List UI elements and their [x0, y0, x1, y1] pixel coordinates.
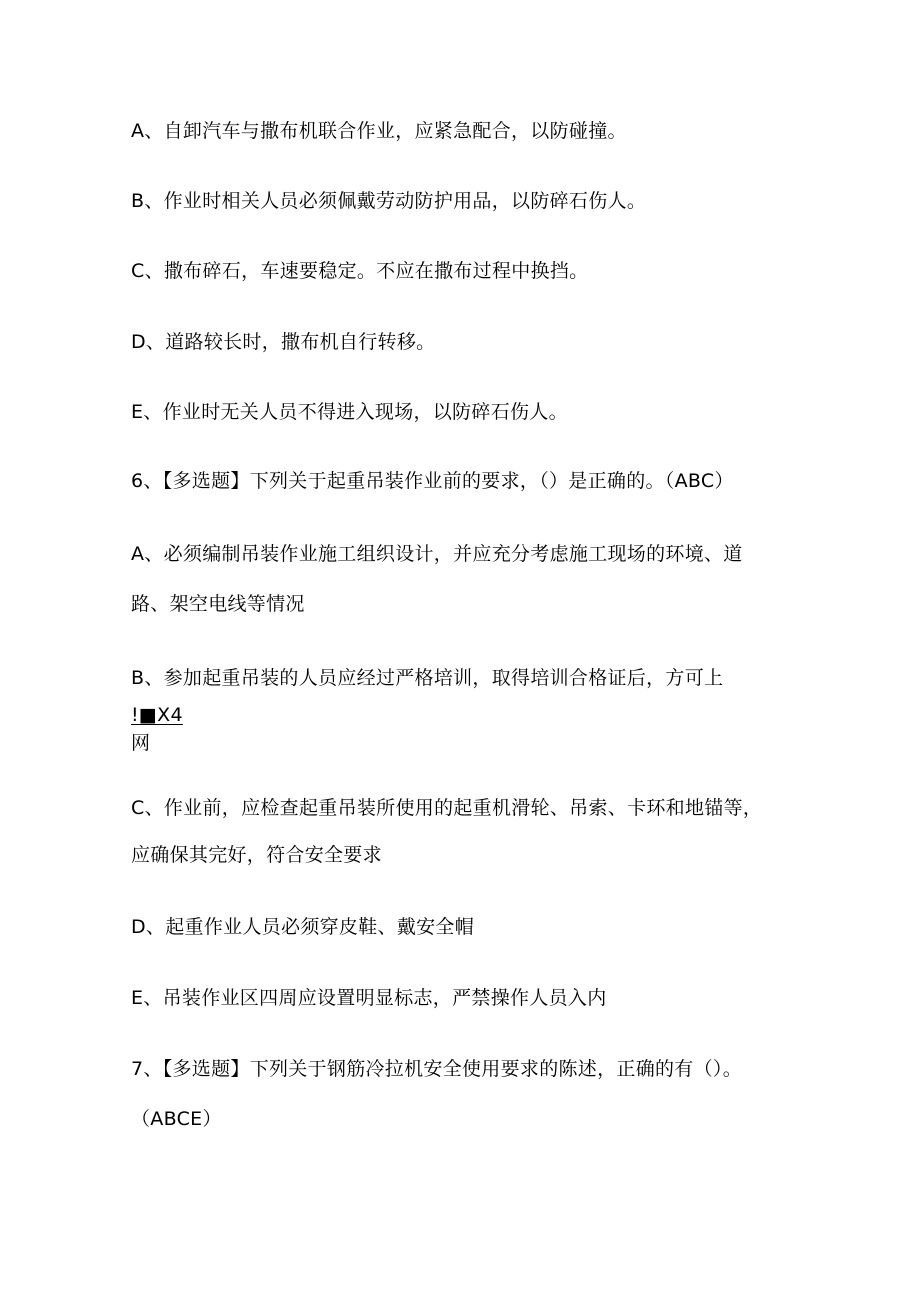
option-line-continued: 应确保其完好，符合安全要求: [131, 844, 382, 866]
option-line-continued: 路、架空电线等情况: [131, 593, 305, 615]
option-line: E、吊装作业区四周应设置明显标志，严禁操作人员入内: [131, 987, 607, 1009]
option-line: D、起重作业人员必须穿皮鞋、戴安全帽: [131, 916, 475, 938]
option-line: A、自卸汽车与撒布机联合作业，应紧急配合，以防碰撞。: [131, 120, 627, 142]
option-line: A、必须编制吊装作业施工组织设计，并应充分考虑施工现场的环境、道: [131, 543, 743, 565]
option-line: C、撒布碎石，车速要稳定。不应在撒布过程中换挡。: [131, 260, 589, 282]
answer-line: （ABCE）: [131, 1108, 222, 1130]
option-line: E、作业时无关人员不得进入现场，以防碎石伤人。: [131, 401, 568, 423]
option-line: B、参加起重吊装的人员应经过严格培训，取得培训合格证后，方可上: [131, 667, 724, 689]
option-line-continued: 网: [131, 732, 151, 754]
garbled-text: !■X4: [131, 704, 183, 726]
question-line: 6、【多选题】下列关于起重吊装作业前的要求，（）是正确的。（ABC）: [131, 470, 734, 492]
option-line: C、作业前，应检查起重吊装所使用的起重机滑轮、吊索、卡环和地锚等，: [131, 797, 763, 819]
question-line: 7、【多选题】下列关于钢筋冷拉机安全使用要求的陈述，正确的有（）。: [131, 1058, 742, 1080]
option-line: B、作业时相关人员必须佩戴劳动防护用品，以防碎石伤人。: [131, 190, 647, 212]
option-line: D、道路较长时，撒布机自行转移。: [131, 331, 436, 353]
